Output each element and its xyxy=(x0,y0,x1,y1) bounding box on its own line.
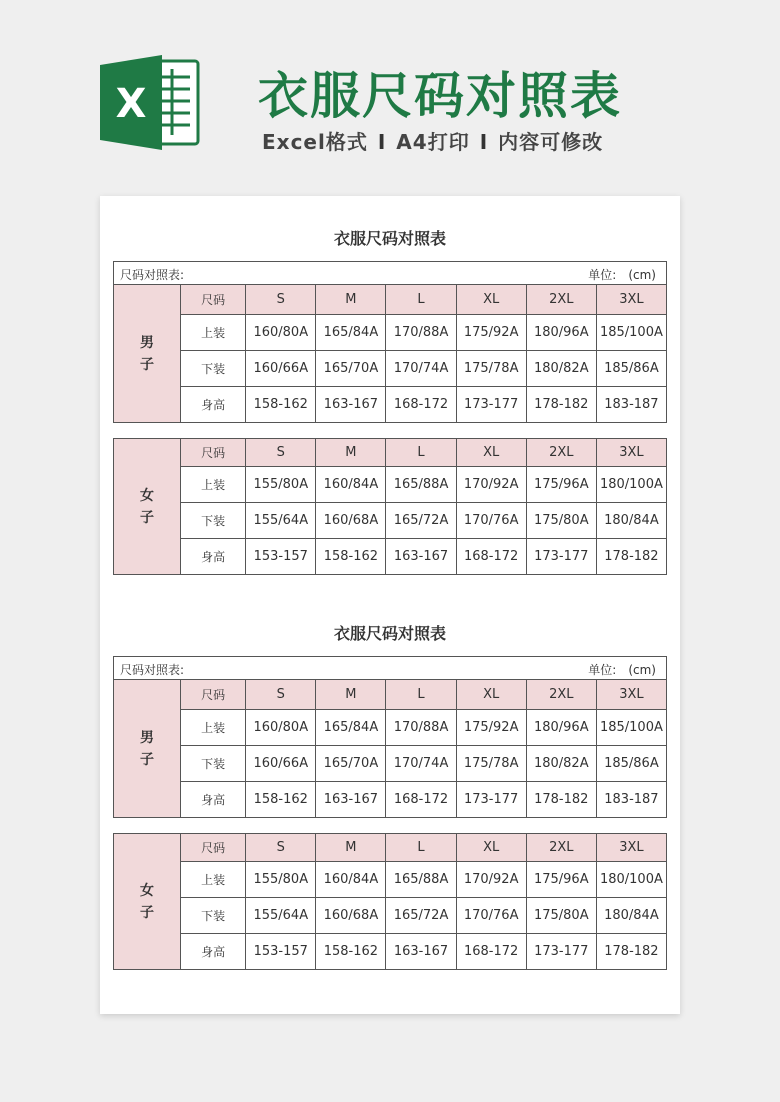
row-label: 下装 xyxy=(181,898,246,934)
gender-label: 女 子 xyxy=(114,439,181,575)
size-header-cell: 3XL xyxy=(596,285,666,315)
table-cell: 180/82A xyxy=(526,351,596,387)
row-label: 下装 xyxy=(181,746,246,782)
table-cell: 180/100A xyxy=(596,862,666,898)
table-cell: 160/84A xyxy=(316,467,386,503)
table-cell: 170/74A xyxy=(386,351,456,387)
table-cell: 153-157 xyxy=(246,934,316,970)
size-header-cell: XL xyxy=(456,439,526,467)
svg-text:X: X xyxy=(115,81,147,127)
table-cell: 170/92A xyxy=(456,467,526,503)
label-bar xyxy=(113,656,667,680)
women-size-table xyxy=(113,833,667,970)
table-cell: 160/80A xyxy=(246,710,316,746)
table-cell: 180/82A xyxy=(526,746,596,782)
gender-label: 女 子 xyxy=(114,834,181,970)
table-cell: 168-172 xyxy=(386,387,456,423)
table-cell: 178-182 xyxy=(596,934,666,970)
table-cell: 175/96A xyxy=(526,467,596,503)
size-header-row xyxy=(114,834,667,862)
table-cell: 163-167 xyxy=(316,387,386,423)
table-row xyxy=(114,387,667,423)
feature-format: Excel格式 xyxy=(262,130,368,154)
size-header-cell: 2XL xyxy=(526,834,596,862)
table-cell: 160/66A xyxy=(246,351,316,387)
table-cell: 170/92A xyxy=(456,862,526,898)
table-cell: 160/80A xyxy=(246,315,316,351)
row-label: 下装 xyxy=(181,503,246,539)
table-cell: 175/78A xyxy=(456,746,526,782)
table-cell: 168-172 xyxy=(456,934,526,970)
size-row-label: 尺码 xyxy=(181,439,246,467)
size-header-cell: 2XL xyxy=(526,680,596,710)
unit-label: 单位: (cm) xyxy=(588,268,656,282)
row-label: 上装 xyxy=(181,862,246,898)
table-cell: 165/84A xyxy=(316,710,386,746)
size-header-cell: XL xyxy=(456,680,526,710)
table-cell: 180/96A xyxy=(526,710,596,746)
table-cell: 175/80A xyxy=(526,503,596,539)
size-header-cell: L xyxy=(386,680,456,710)
size-header-row xyxy=(114,680,667,710)
gender-label: 男 子 xyxy=(114,285,181,423)
table-cell: 158-162 xyxy=(316,539,386,575)
size-header-cell: 3XL xyxy=(596,680,666,710)
table-cell: 158-162 xyxy=(246,387,316,423)
size-header-cell: M xyxy=(316,680,386,710)
excel-icon xyxy=(100,55,200,150)
size-row-label: 尺码 xyxy=(181,680,246,710)
table-cell: 168-172 xyxy=(456,539,526,575)
table-cell: 183-187 xyxy=(596,387,666,423)
table-cell: 180/96A xyxy=(526,315,596,351)
table-cell: 160/84A xyxy=(316,862,386,898)
table-cell: 165/70A xyxy=(316,746,386,782)
table-cell: 168-172 xyxy=(386,782,456,818)
table-cell: 155/80A xyxy=(246,467,316,503)
table-cell: 165/70A xyxy=(316,351,386,387)
table-cell: 155/80A xyxy=(246,862,316,898)
row-label: 身高 xyxy=(181,539,246,575)
table-cell: 170/76A xyxy=(456,898,526,934)
size-header-cell: L xyxy=(386,285,456,315)
table-cell: 165/88A xyxy=(386,862,456,898)
table-row xyxy=(114,782,667,818)
table-row xyxy=(114,467,667,503)
table-cell: 165/88A xyxy=(386,467,456,503)
table-cell: 178-182 xyxy=(526,782,596,818)
table-cell: 175/78A xyxy=(456,351,526,387)
banner-title: 衣服尺码对照表 xyxy=(258,67,622,125)
table-cell: 165/72A xyxy=(386,898,456,934)
table-cell: 173-177 xyxy=(456,782,526,818)
size-header-cell: M xyxy=(316,834,386,862)
document-page xyxy=(100,196,680,1014)
size-header-cell: XL xyxy=(456,285,526,315)
table-cell: 163-167 xyxy=(386,934,456,970)
table-cell: 183-187 xyxy=(596,782,666,818)
table-cell: 175/80A xyxy=(526,898,596,934)
table-cell: 155/64A xyxy=(246,898,316,934)
row-label: 身高 xyxy=(181,387,246,423)
table-row xyxy=(114,315,667,351)
table-row xyxy=(114,746,667,782)
table-row xyxy=(114,503,667,539)
table-cell: 158-162 xyxy=(246,782,316,818)
table-cell: 160/66A xyxy=(246,746,316,782)
size-row-label: 尺码 xyxy=(181,834,246,862)
size-header-cell: M xyxy=(316,439,386,467)
size-header-cell: 2XL xyxy=(526,439,596,467)
size-header-cell: S xyxy=(246,680,316,710)
table-row xyxy=(114,539,667,575)
sheet-title: 衣服尺码对照表 xyxy=(333,624,446,643)
table-cell: 175/96A xyxy=(526,862,596,898)
table-cell: 163-167 xyxy=(386,539,456,575)
size-header-cell: L xyxy=(386,834,456,862)
table-cell: 170/88A xyxy=(386,315,456,351)
size-header-cell: S xyxy=(246,285,316,315)
table-cell: 155/64A xyxy=(246,503,316,539)
table-row xyxy=(114,862,667,898)
sheet-title: 衣服尺码对照表 xyxy=(333,229,446,248)
table-row xyxy=(114,934,667,970)
table-caption: 尺码对照表: xyxy=(120,268,185,282)
size-header-cell: 3XL xyxy=(596,834,666,862)
table-cell: 170/88A xyxy=(386,710,456,746)
table-cell: 165/84A xyxy=(316,315,386,351)
table-cell: 180/100A xyxy=(596,467,666,503)
size-header-row xyxy=(114,285,667,315)
table-cell: 185/86A xyxy=(596,746,666,782)
size-header-cell: 2XL xyxy=(526,285,596,315)
table-cell: 158-162 xyxy=(316,934,386,970)
women-size-table xyxy=(113,438,667,575)
size-header-cell: S xyxy=(246,439,316,467)
table-cell: 180/84A xyxy=(596,503,666,539)
banner-subtitle: Excel格式 I A4打印 I 内容可修改 xyxy=(262,130,604,154)
table-cell: 160/68A xyxy=(316,898,386,934)
size-header-cell: M xyxy=(316,285,386,315)
men-size-table xyxy=(113,284,667,423)
table-caption: 尺码对照表: xyxy=(120,663,185,677)
table-cell: 153-157 xyxy=(246,539,316,575)
table-cell: 175/92A xyxy=(456,710,526,746)
size-header-row xyxy=(114,439,667,467)
table-row xyxy=(114,710,667,746)
table-cell: 170/74A xyxy=(386,746,456,782)
table-row xyxy=(114,898,667,934)
table-row xyxy=(114,351,667,387)
row-label: 上装 xyxy=(181,315,246,351)
unit-label: 单位: (cm) xyxy=(588,663,656,677)
table-cell: 185/100A xyxy=(596,315,666,351)
size-header-cell: XL xyxy=(456,834,526,862)
table-cell: 180/84A xyxy=(596,898,666,934)
table-cell: 173-177 xyxy=(526,934,596,970)
table-cell: 185/86A xyxy=(596,351,666,387)
table-cell: 165/72A xyxy=(386,503,456,539)
table-cell: 178-182 xyxy=(526,387,596,423)
table-cell: 178-182 xyxy=(596,539,666,575)
row-label: 下装 xyxy=(181,351,246,387)
table-cell: 175/92A xyxy=(456,315,526,351)
size-header-cell: 3XL xyxy=(596,439,666,467)
table-cell: 173-177 xyxy=(456,387,526,423)
feature-editable: 内容可修改 xyxy=(498,130,604,154)
table-cell: 170/76A xyxy=(456,503,526,539)
table-cell: 163-167 xyxy=(316,782,386,818)
row-label: 身高 xyxy=(181,782,246,818)
table-cell: 173-177 xyxy=(526,539,596,575)
gender-label: 男 子 xyxy=(114,680,181,818)
row-label: 身高 xyxy=(181,934,246,970)
header-banner xyxy=(0,0,780,195)
size-row-label: 尺码 xyxy=(181,285,246,315)
size-header-cell: S xyxy=(246,834,316,862)
table-cell: 160/68A xyxy=(316,503,386,539)
size-header-cell: L xyxy=(386,439,456,467)
label-bar xyxy=(113,261,667,285)
table-cell: 185/100A xyxy=(596,710,666,746)
row-label: 上装 xyxy=(181,467,246,503)
row-label: 上装 xyxy=(181,710,246,746)
men-size-table xyxy=(113,679,667,818)
feature-print: A4打印 xyxy=(396,130,470,154)
